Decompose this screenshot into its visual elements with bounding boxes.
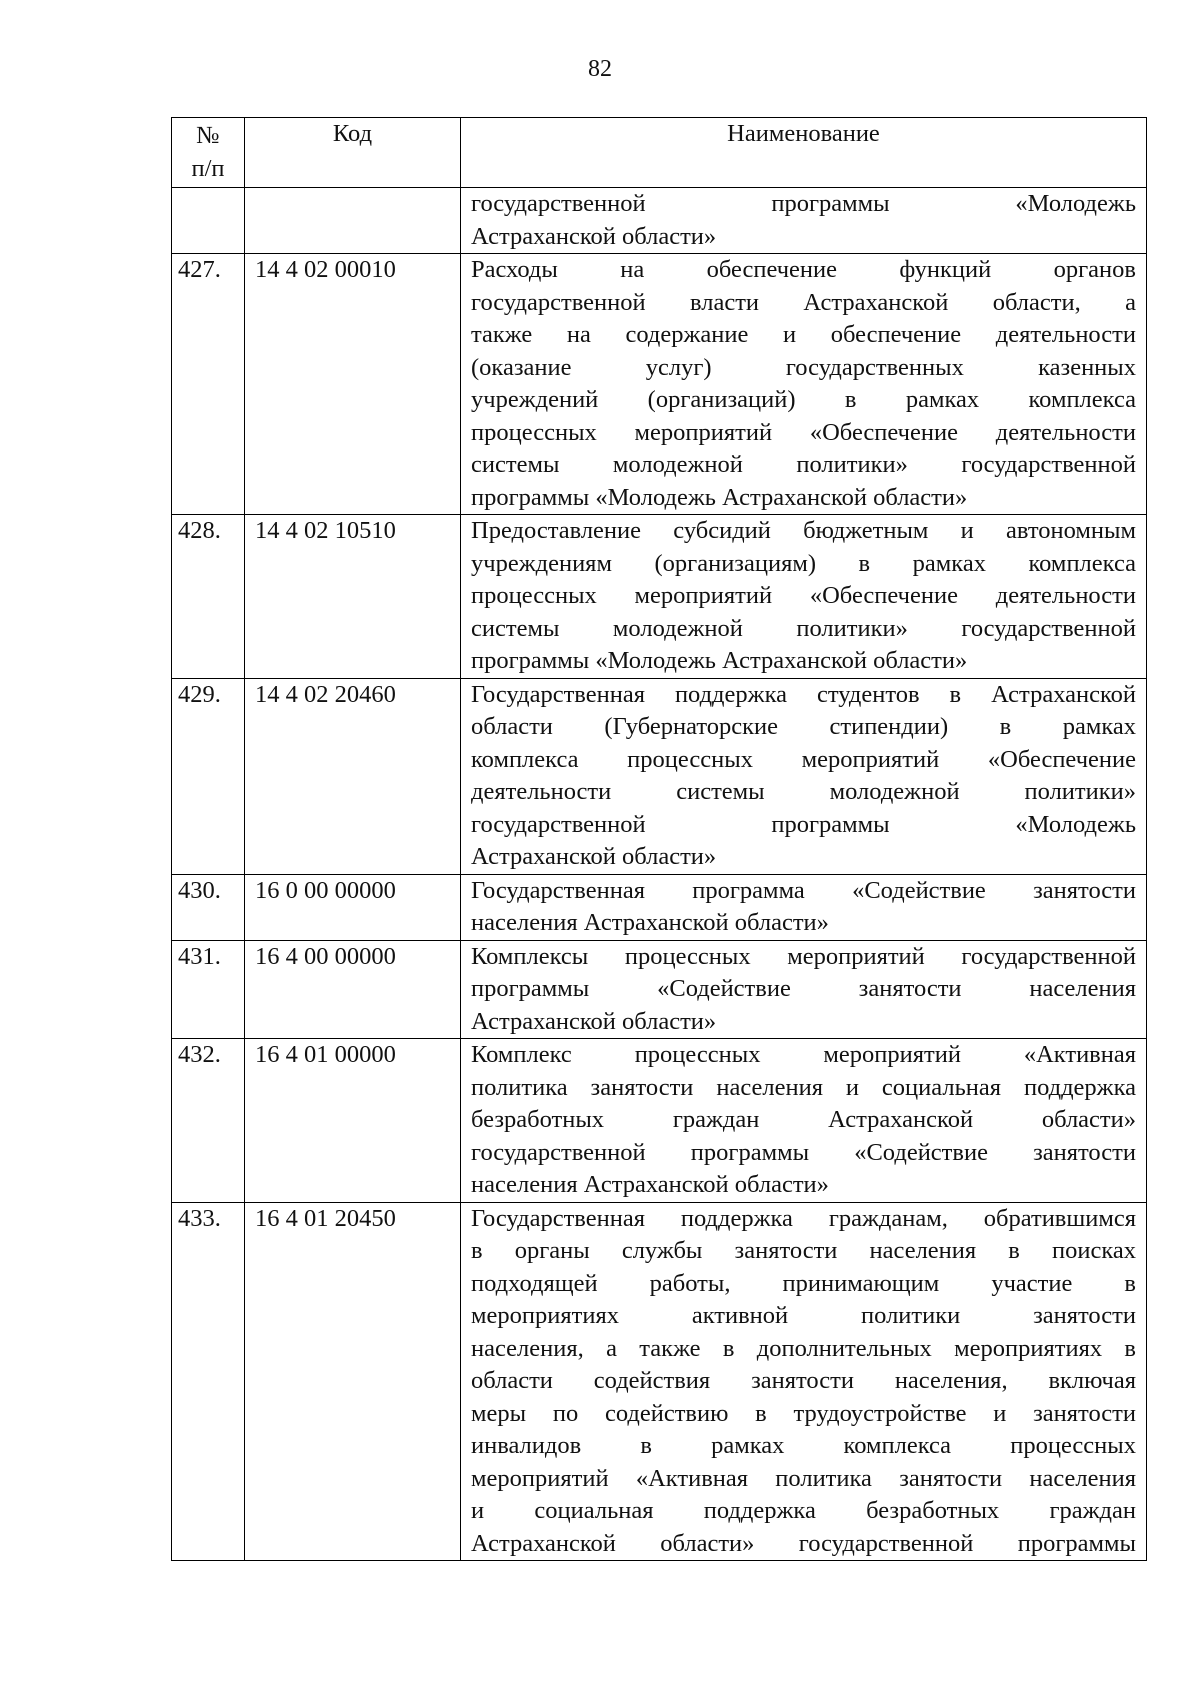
row-number: 428. <box>172 515 245 679</box>
name-text-line: комплекса процессных мероприятий «Обеспечение <box>471 745 1136 773</box>
name-text-line: учреждений (организаций) в рамках комплекса <box>471 386 1136 413</box>
row-name <box>461 254 1147 515</box>
header-name: Наименование <box>461 118 1147 188</box>
row-number: 427. <box>172 254 245 515</box>
table-row <box>172 678 1147 874</box>
table-row <box>172 254 1147 515</box>
name-text-line: населения, а также в дополнительных мероприятиях в <box>471 1334 1136 1362</box>
header-number <box>172 118 245 188</box>
name-text-line: процессных мероприятий «Обеспечение деятельности <box>471 582 1136 609</box>
row-code: 14 4 02 00010 <box>245 254 461 515</box>
budget-classification-table <box>171 117 1147 1561</box>
row-code <box>245 188 461 254</box>
name-text-line: и социальная поддержка безработных граждан <box>471 1497 1136 1524</box>
name-text-line: подходящей работы, принимающим участие в <box>471 1269 1136 1297</box>
row-name <box>461 874 1147 940</box>
row-number: 432. <box>172 1039 245 1203</box>
name-text-line: учреждениям (организациям) в рамках комплекса <box>471 549 1136 577</box>
name-text-line: области (Губернаторские стипендии) в рамках <box>471 713 1136 740</box>
name-text-line: Комплексы процессных мероприятий государственной <box>471 942 1136 970</box>
header-code: Код <box>245 118 461 188</box>
name-text-line: программы «Содействие занятости населения <box>471 975 1136 1002</box>
row-name <box>461 515 1147 679</box>
name-text-line: инвалидов в рамках комплекса процессных <box>471 1432 1136 1459</box>
header-number-symbol: № <box>196 122 220 149</box>
row-number: 429. <box>172 678 245 874</box>
name-text-line: Государственная программа «Содействие занятости <box>471 876 1136 904</box>
row-name <box>461 1039 1147 1203</box>
row-name <box>461 678 1147 874</box>
row-name <box>461 1202 1147 1561</box>
name-text-line: государственной власти Астраханской области, а <box>471 288 1136 316</box>
name-text-line: программы «Молодежь Астраханской области» <box>471 647 968 674</box>
name-text-line: Расходы на обеспечение функций органов <box>471 256 1136 283</box>
row-code: 14 4 02 20460 <box>245 678 461 874</box>
table-row <box>172 874 1147 940</box>
name-text-line: Предоставление субсидий бюджетным и автономным <box>471 517 1136 544</box>
table-row <box>172 1202 1147 1561</box>
name-text-line: мероприятий «Активная политика занятости населения <box>471 1464 1136 1492</box>
name-text-line: системы молодежной политики» государственной <box>471 451 1136 478</box>
name-text-line: Астраханской области» государственной программы <box>471 1529 1136 1557</box>
name-text-line: политика занятости населения и социальная поддержка <box>471 1073 1136 1101</box>
page-number: 82 <box>588 56 612 82</box>
name-text-line: в органы службы занятости населения в поисках <box>471 1237 1136 1264</box>
name-text-line: безработных граждан Астраханской области» <box>471 1106 1136 1133</box>
name-text-line: системы молодежной политики» государственной <box>471 614 1136 642</box>
table-row <box>172 1039 1147 1203</box>
table-row <box>172 188 1147 254</box>
table-row <box>172 940 1147 1039</box>
name-text-line: области содействия занятости населения, включая <box>471 1367 1136 1394</box>
name-text-line: Комплекс процессных мероприятий «Активная <box>471 1041 1136 1068</box>
header-number-abbr: п/п <box>191 154 225 182</box>
row-number: 433. <box>172 1202 245 1561</box>
row-name <box>461 188 1147 254</box>
name-text-line: (оказание услуг) государственных казенных <box>471 353 1136 381</box>
name-text-line: населения Астраханской области» <box>471 909 829 936</box>
row-name <box>461 940 1147 1039</box>
name-text-line: государственной программы «Молодежь <box>471 810 1136 838</box>
name-text-line: Астраханской области» <box>471 222 717 250</box>
row-code: 14 4 02 10510 <box>245 515 461 679</box>
name-text-line: Государственная поддержка студентов в Астраханской <box>471 680 1136 708</box>
name-text-line: процессных мероприятий «Обеспечение деятельности <box>471 418 1136 446</box>
name-text-line: государственной программы «Содействие занятости <box>471 1138 1136 1166</box>
row-number: 430. <box>172 874 245 940</box>
name-text-line: государственной программы «Молодежь <box>471 190 1136 217</box>
row-number: 431. <box>172 940 245 1039</box>
name-text-line: программы «Молодежь Астраханской области» <box>471 483 968 511</box>
name-text-line: населения Астраханской области» <box>471 1171 829 1198</box>
name-text-line: Государственная поддержка гражданам, обратившимся <box>471 1204 1136 1232</box>
row-code: 16 4 01 20450 <box>245 1202 461 1561</box>
name-text-line: мероприятиях активной политики занятости <box>471 1302 1136 1329</box>
row-code: 16 4 00 00000 <box>245 940 461 1039</box>
table-header-row <box>172 118 1147 188</box>
name-text-line: также на содержание и обеспечение деятельности <box>471 321 1136 348</box>
table-row <box>172 515 1147 679</box>
table-body <box>172 188 1147 1561</box>
row-code: 16 0 00 00000 <box>245 874 461 940</box>
row-number <box>172 188 245 254</box>
name-text-line: меры по содействию в трудоустройстве и занятости <box>471 1399 1136 1427</box>
row-code: 16 4 01 00000 <box>245 1039 461 1203</box>
name-text-line: Астраханской области» <box>471 1007 717 1035</box>
name-text-line: Астраханской области» <box>471 843 717 870</box>
name-text-line: деятельности системы молодежной политики» <box>471 778 1136 805</box>
